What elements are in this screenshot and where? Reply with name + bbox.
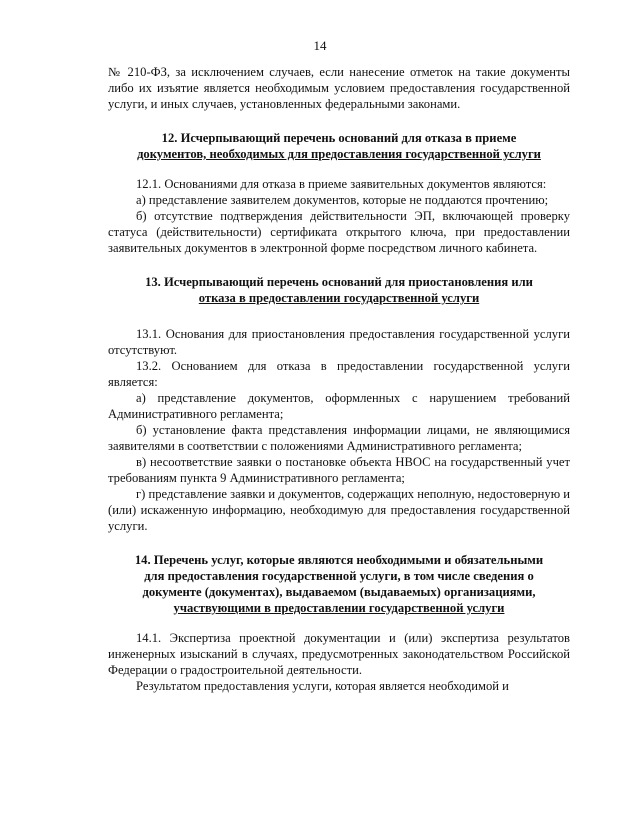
section-14-heading-line1: 14. Перечень услуг, которые являются необходимыми и обязательными bbox=[134, 553, 544, 567]
page-number: 14 bbox=[313, 38, 327, 53]
section-14-heading-line2: для предоставления государственной услуги, в том числе сведения о bbox=[144, 569, 534, 583]
section-14 bbox=[108, 552, 570, 694]
section-14-heading-line3: документе (документах), выдаваемом (выдаваемых) организациями, bbox=[142, 585, 536, 599]
section-13-paragraph-3: а) представление документов, оформленных с нарушением требований Административного регламента; bbox=[108, 391, 570, 421]
section-13 bbox=[108, 274, 570, 534]
section-12 bbox=[108, 130, 570, 256]
section-12-paragraph-3: б) отсутствие подтверждения действительности ЭП, включающей проверку статуса (действительности) сертификата открытого ключа, при предоставлении заявительных документов в электронной форме посредством личного кабинета. bbox=[108, 209, 570, 255]
section-14-paragraph-2: Результатом предоставления услуги, которая является необходимой и bbox=[136, 679, 509, 693]
section-13-paragraph-2: 13.2. Основанием для отказа в предоставлении государственной услуги является: bbox=[108, 359, 570, 389]
section-14-paragraph-1: 14.1. Экспертиза проектной документации и (или) экспертиза результатов инженерных изысканий в случаях, предусмотренных законодательством Российской Федерации о градостроительной деятельности. bbox=[108, 631, 570, 677]
intro-paragraph: № 210-ФЗ, за исключением случаев, если нанесение отметок на такие документы либо их изъятие является необходимым условием предоставления государственной услуги, и иных случаев, установленных федеральными законами. bbox=[108, 65, 570, 111]
section-13-paragraph-1: 13.1. Основания для приостановления предоставления государственной услуги отсутствуют. bbox=[108, 327, 570, 357]
section-13-paragraph-6: г) представление заявки и документов, содержащих неполную, недостоверную и (или) искаженную информацию, необходимую для предоставления государственной услуги. bbox=[108, 487, 570, 533]
section-12-heading bbox=[108, 130, 570, 162]
section-12-heading-line2: документов, необходимых для предоставления государственной услуги bbox=[137, 147, 541, 161]
section-12-heading-line1: 12. Исчерпывающий перечень оснований для отказа в приеме bbox=[161, 131, 517, 145]
section-13-heading-line1: 13. Исчерпывающий перечень оснований для приостановления или bbox=[145, 275, 533, 289]
section-12-paragraph-2: а) представление заявителем документов, которые не поддаются прочтению; bbox=[136, 193, 549, 207]
section-13-paragraph-5: в) несоответствие заявки о постановке объекта НВОС на государственный учет требованиям пункта 9 Административного регламента; bbox=[108, 455, 570, 485]
section-12-paragraph-1: 12.1. Основаниями для отказа в приеме заявительных документов являются: bbox=[136, 177, 547, 191]
section-13-heading-line2: отказа в предоставлении государственной услуги bbox=[198, 291, 480, 305]
section-13-paragraph-4: б) установление факта представления информации лицами, не являющимися заявителями в соответствии с положениями Административного регламента; bbox=[108, 423, 570, 453]
section-14-heading-line4: участвующими в предоставлении государственной услуги bbox=[173, 601, 505, 615]
section-13-heading bbox=[108, 274, 570, 306]
section-14-heading bbox=[108, 552, 570, 616]
document-body bbox=[108, 64, 570, 694]
